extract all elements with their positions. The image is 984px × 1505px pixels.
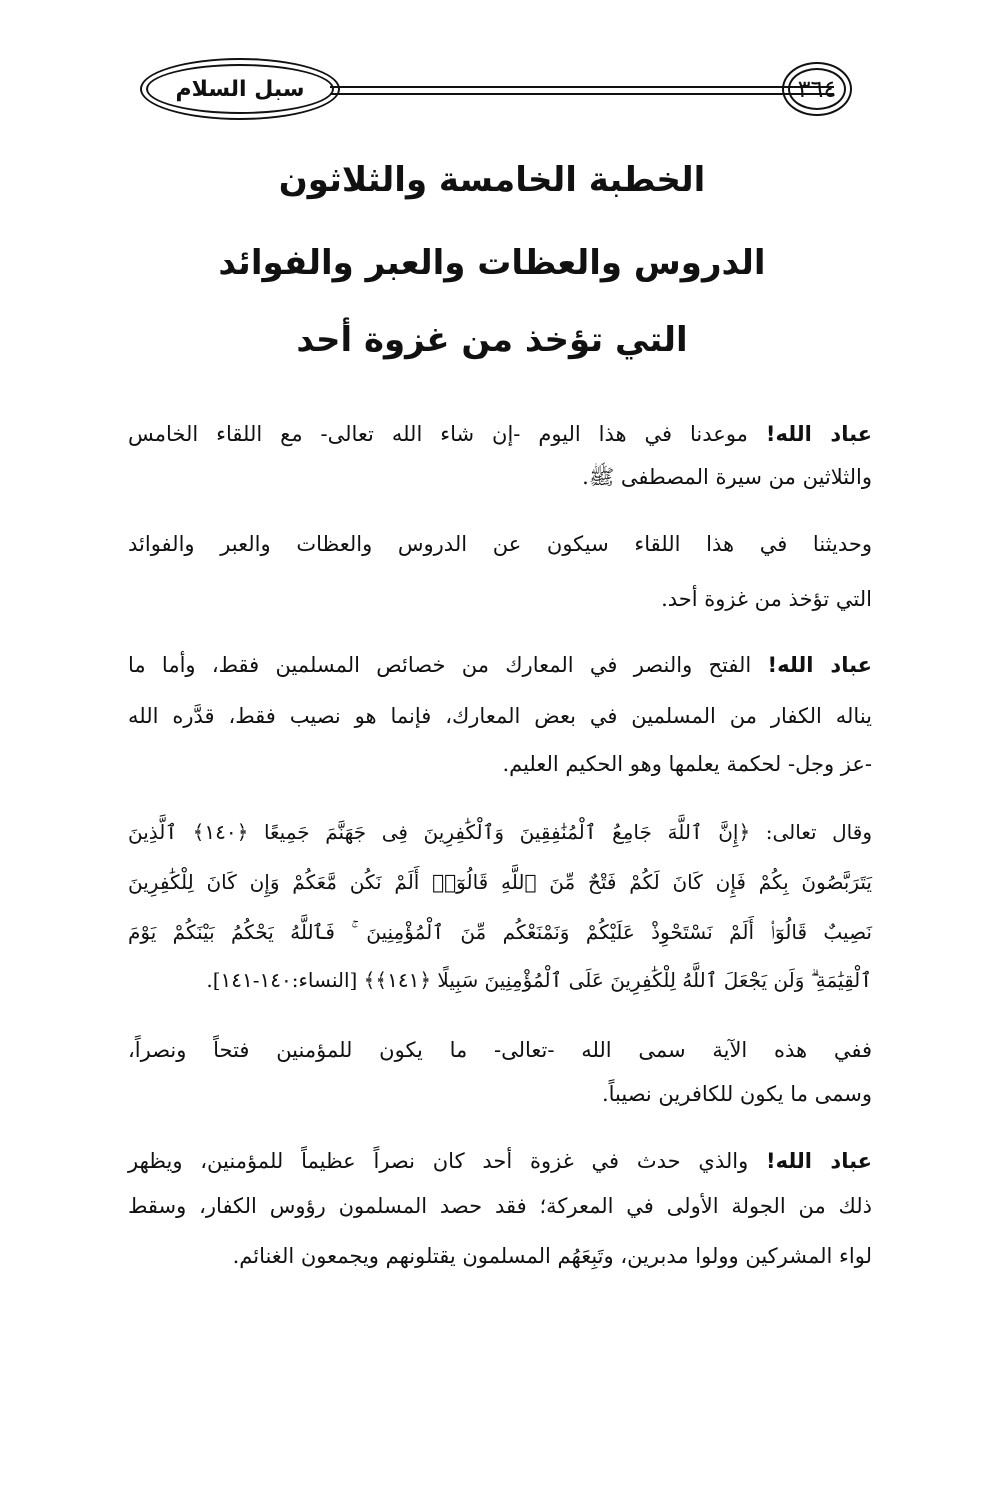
lead-phrase: عباد الله! bbox=[767, 653, 872, 677]
running-header-book-title bbox=[140, 58, 340, 120]
quran-line: نَصِيبٌ قَالُوٓا۟ أَلَمْ نَسْتَحْوِذْ عَلَيْكُمْ وَنَمْنَعْكُم مِّنَ ٱلْمُؤْمِنِينَ ۚ فَٱللَّهُ يَحْكُمُ بَيْنَكُمْ يَوْمَ bbox=[128, 920, 872, 944]
lead-phrase: عباد الله! bbox=[765, 422, 872, 446]
line-text: موعدنا في هذا اليوم -إن شاء الله تعالى- مع اللقاء الخامس bbox=[128, 422, 748, 446]
quran-line: ٱلْقِيَٰمَةِ ۗ وَلَن يَجْعَلَ ٱللَّهُ لِلْكَٰفِرِينَ عَلَى ٱلْمُؤْمِنِينَ سَبِيلًا ﴿١٤١﴾﴾ [النساء:١٤٠-١٤١]. bbox=[206, 968, 872, 992]
chapter-title-3: التي تؤخذ من غزوة أحد bbox=[296, 320, 688, 360]
line-text: والذي حدث في غزوة أحد كان نصراً عظيماً للمؤمنين، ويظهر bbox=[128, 1149, 749, 1173]
body-line: ففي هذه الآية سمى الله -تعالى- ما يكون للمؤمنين فتحاً ونصراً، bbox=[128, 1038, 872, 1062]
header-rule bbox=[330, 86, 834, 95]
body-line: ذلك من الجولة الأولى في المعركة؛ فقد حصد المسلمون رؤوس الكفار، وسقط bbox=[128, 1194, 872, 1218]
body-line: -عز وجل- لحكمة يعلمها وهو الحكيم العليم. bbox=[502, 752, 872, 776]
body-line: يناله الكفار من المسلمين في بعض المعارك، فإنما هو نصيب فقط، قدَّره الله bbox=[128, 704, 872, 728]
body-line: وسمى ما يكون للكافرين نصيباً. bbox=[601, 1082, 872, 1106]
chapter-title-1: الخطبة الخامسة والثلاثون bbox=[278, 160, 706, 200]
book-title: سبل السلام bbox=[175, 76, 305, 102]
quran-line: وقال تعالى: ﴿إِنَّ ٱللَّهَ جَامِعُ ٱلْمُنَٰفِقِينَ وَٱلْكَٰفِرِينَ فِى جَهَنَّمَ جَمِيعًا ﴿١٤٠﴾ ٱلَّذِينَ bbox=[128, 820, 872, 844]
body-line bbox=[128, 422, 872, 446]
page-number bbox=[782, 62, 852, 116]
lead-phrase: عباد الله! bbox=[766, 1149, 873, 1173]
line-text: الفتح والنصر في المعارك من خصائص المسلمين فقط، وأما ما bbox=[128, 653, 752, 677]
body-line: والثلاثين من سيرة المصطفى ﷺ. bbox=[582, 465, 872, 489]
body-line: التي تؤخذ من غزوة أحد. bbox=[661, 587, 872, 611]
body-line: لواء المشركين وولوا مدبرين، وتَبِعَهُم المسلمون يقتلونهم ويجمعون الغنائم. bbox=[232, 1244, 872, 1268]
body-line bbox=[128, 1149, 872, 1173]
body-line: وحديثنا في هذا اللقاء سيكون عن الدروس والعظات والعبر والفوائد bbox=[128, 532, 872, 556]
quran-line: يَتَرَبَّصُونَ بِكُمْ فَإِن كَانَ لَكُمْ فَتْحٌ مِّنَ ٱللَّهِ قَالُوٓا۟ أَلَمْ نَكُن مَّعَكُمْ وَإِن كَانَ لِلْكَٰفِرِينَ bbox=[128, 870, 872, 894]
chapter-title-2: الدروس والعظات والعبر والفوائد bbox=[218, 243, 766, 283]
body-line bbox=[128, 653, 872, 677]
page-number-text: ٣٦٤ bbox=[797, 75, 837, 103]
